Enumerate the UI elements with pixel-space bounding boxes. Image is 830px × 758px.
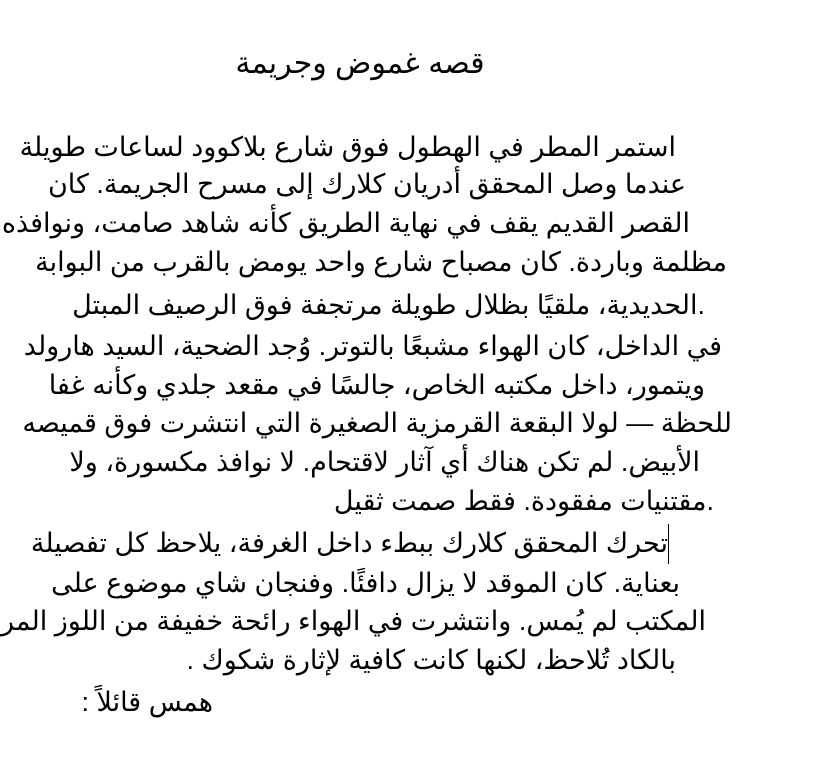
text-cursor [668, 524, 669, 564]
text-line: بالكاد تُلاحظ، لكنها كانت كافية لإثارة شكوك . [186, 645, 676, 675]
text-line: عندما وصل المحقق أدريان كلارك إلى مسرح الجريمة. كان [47, 169, 686, 199]
text-line: في الداخل، كان الهواء مشبعًا بالتوتر. وُجد الضحية، السيد هارولد [23, 331, 722, 361]
text-line: بعناية. كان الموقد لا يزال دافئًا. وفنجان شاي موضوع على [51, 568, 680, 598]
text-line: استمر المطر في الهطول فوق شارع بلاكوود لساعات طويلة [19, 132, 676, 162]
text-line: مظلمة وباردة. كان مصباح شارع واحد يومض بالقرب من البوابة [35, 247, 727, 277]
text-line: .مقتنيات مفقودة. فقط صمت ثقيل [333, 486, 714, 516]
text-line: القصر القديم يقف في نهاية الطريق كأنه شاهد صامت، ونوافذه [1, 208, 690, 238]
document-title: قصه غموض وجريمة [235, 47, 485, 80]
text-line: المكتب لم يُمس. وانتشرت في الهواء رائحة خفيفة من اللوز المر [1, 606, 706, 636]
text-line: .الحديدية، ملقيًا بظلال طويلة مرتجفة فوق الرصيف المبتل [72, 290, 705, 320]
text-line: تحرك المحقق كلارك ببطء داخل الغرفة، يلاحظ كل تفصيلة [30, 528, 668, 558]
text-line: للحظة — لولا البقعة القرمزية الصغيرة التي انتشرت فوق قميصه [22, 408, 732, 438]
text-line: همس قائلاً : [81, 687, 213, 717]
text-line: الأبيض. لم تكن هناك أي آثار لاقتحام. لا نوافذ مكسورة، ولا [69, 447, 700, 477]
text-line: ويتمور، داخل مكتبه الخاص، جالسًا في مقعد جلدي وكأنه غفا [48, 370, 705, 400]
